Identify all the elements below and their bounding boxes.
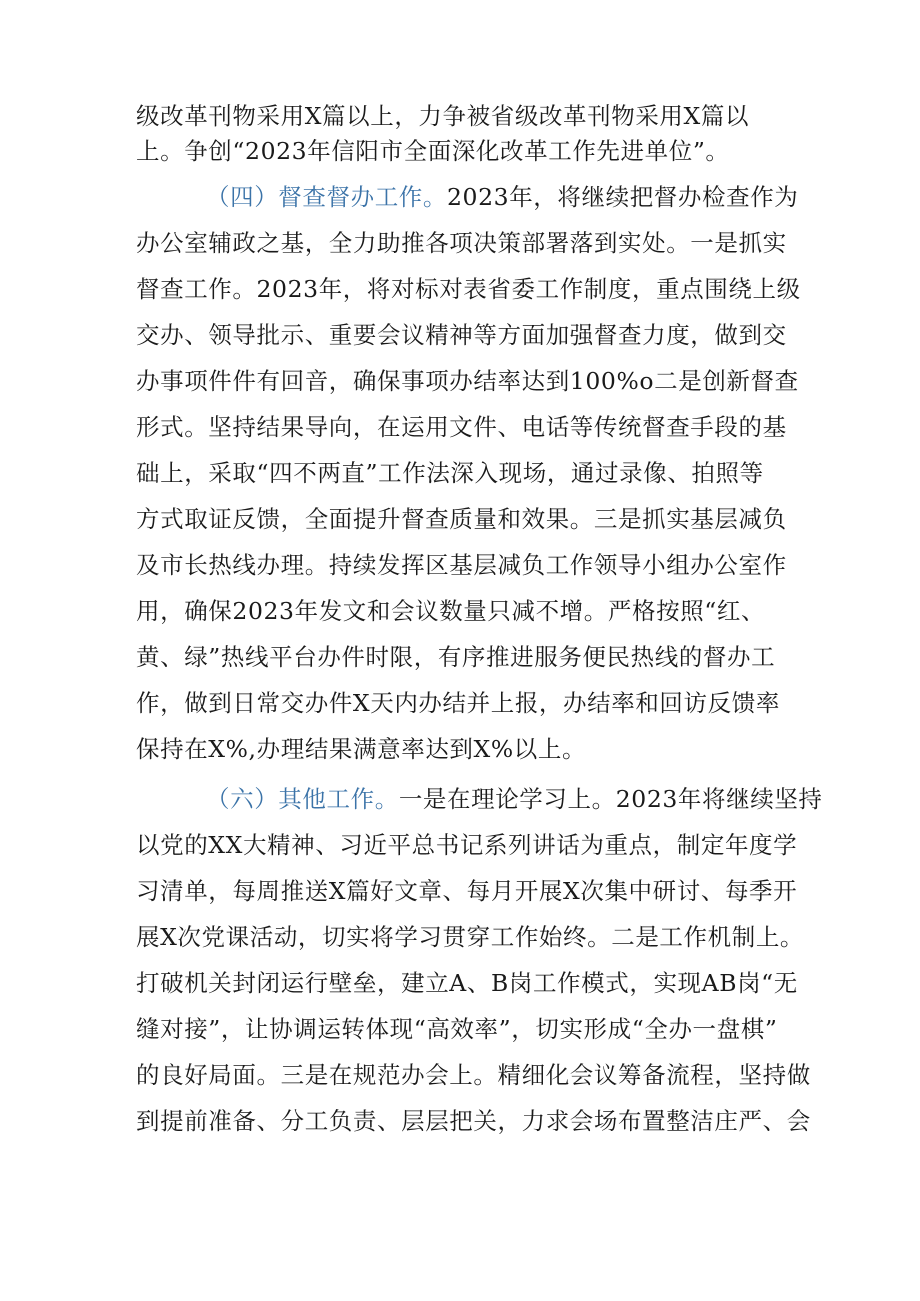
text-line: 交办、领导批示、重要会议精神等方面加强督查力度，做到交 bbox=[136, 321, 787, 349]
text-line: 作，做到日常交办件X天内办结并上报，办结率和回访反馈率 bbox=[136, 689, 780, 717]
text-line: 保持在X%,办理结果满意率达到X%以上。 bbox=[136, 735, 587, 763]
text-line: 一是在理论学习上。2023年将继续坚持 bbox=[398, 785, 823, 813]
section-four-heading: （四）督查督办工作。 bbox=[206, 183, 447, 211]
text-line: 办公室辅政之基，全力助推各项决策部署落到实处。一是抓实 bbox=[136, 229, 787, 257]
text-line: 方式取证反馈，全面提升督查质量和效果。三是抓实基层减负 bbox=[136, 505, 787, 533]
text-line: 黄、绿”热线平台办件时限，有序推进服务便民热线的督办工 bbox=[136, 643, 776, 671]
text-line: 督查工作。2023年，将对标对表省委工作制度，重点围绕上级 bbox=[136, 275, 801, 303]
text-line: 上。争创“2023年信阳市全面深化改革工作先进单位”。 bbox=[136, 137, 730, 165]
section-six-paragraph-start bbox=[206, 784, 856, 814]
text-line: 将继续把督办检查作为 bbox=[557, 183, 799, 211]
text-line: 到提前准备、分工负责、层层把关，力求会场布置整洁庄严、会 bbox=[136, 1107, 811, 1135]
text-line: 的良好局面。三是在规范办会上。精细化会议筹备流程，坚持做 bbox=[136, 1061, 811, 1089]
text-line: 用，确保2023年发文和会议数量只减不增。严格按照“红、 bbox=[136, 597, 766, 625]
text-line: 形式。坚持结果导向，在运用文件、电话等传统督查手段的基 bbox=[136, 413, 787, 441]
text-line: 缝对接”，让协调运转体现“高效率”，切实形成“全办一盘棋” bbox=[136, 1015, 778, 1043]
text-line: 办事项件件有回音，确保事项办结率达到100%o二是创新督查 bbox=[136, 367, 799, 395]
text-line: 习清单，每周推送X篇好文章、每月开展X次集中研讨、每季开 bbox=[136, 877, 798, 905]
text-line: 打破机关封闭运行壁垒，建立A、B岗工作模式，实现AB岗“无 bbox=[136, 969, 798, 997]
text-line: 展X次党课活动，切实将学习贯穿工作始终。二是工作机制上。 bbox=[136, 923, 805, 951]
text-line: 以党的XX大精神、习近平总书记系列讲话为重点，制定年度学 bbox=[136, 831, 798, 859]
text-line: 级改革刊物采用X篇以上，力争被省级改革刊物采用X篇以 bbox=[136, 102, 750, 130]
text-line: 及市长热线办理。持续发挥区基层减负工作领导小组办公室作 bbox=[136, 551, 787, 579]
section-four-paragraph-start bbox=[206, 182, 856, 212]
section-six-heading: （六）其他工作。 bbox=[206, 785, 399, 813]
section-four-year: 2023年， bbox=[447, 183, 558, 211]
text-line: 础上，采取“四不两直”工作法深入现场，通过录像、拍照等 bbox=[136, 459, 764, 487]
